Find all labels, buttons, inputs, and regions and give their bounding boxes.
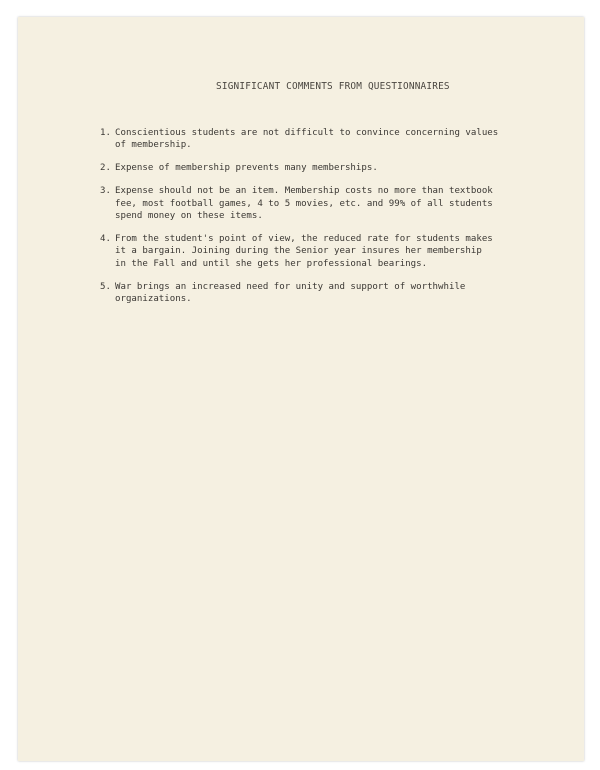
comment-number: 4. <box>100 233 111 244</box>
comment-line: it a bargain. Joining during the Senior year insures her membership <box>115 246 482 257</box>
comment-line: organizations. <box>115 294 192 305</box>
comment-item-2 <box>100 162 540 174</box>
comment-line: War brings an increased need for unity and support of worthwhile <box>115 281 466 292</box>
comment-item-4 <box>100 233 540 270</box>
comment-number: 1. <box>100 128 111 138</box>
comment-line: in the Fall and until she gets her professional bearings. <box>115 258 428 269</box>
comment-line: fee, most football games, 4 to 5 movies, etc. and 99% of all students <box>115 198 493 209</box>
comment-item-1 <box>100 127 540 152</box>
comment-line: From the student's point of view, the reduced rate for students makes <box>115 233 493 244</box>
comment-line: Conscientious students are not difficult to convince concerning values <box>115 128 499 138</box>
comment-list <box>100 127 540 316</box>
comment-number: 5. <box>100 281 111 292</box>
comment-line: of membership. <box>115 140 192 151</box>
comment-line: spend money on these items. <box>115 211 263 222</box>
comment-number: 2. <box>100 163 111 174</box>
document-title: SIGNIFICANT COMMENTS FROM QUESTIONNAIRES <box>216 81 450 92</box>
comment-item-3 <box>100 185 540 222</box>
comment-line: Expense of membership prevents many memberships. <box>115 163 378 174</box>
comment-line: Expense should not be an item. Membership costs no more than textbook <box>115 186 493 197</box>
comment-item-5 <box>100 281 540 306</box>
comment-number: 3. <box>100 186 111 197</box>
document-page <box>18 17 584 761</box>
